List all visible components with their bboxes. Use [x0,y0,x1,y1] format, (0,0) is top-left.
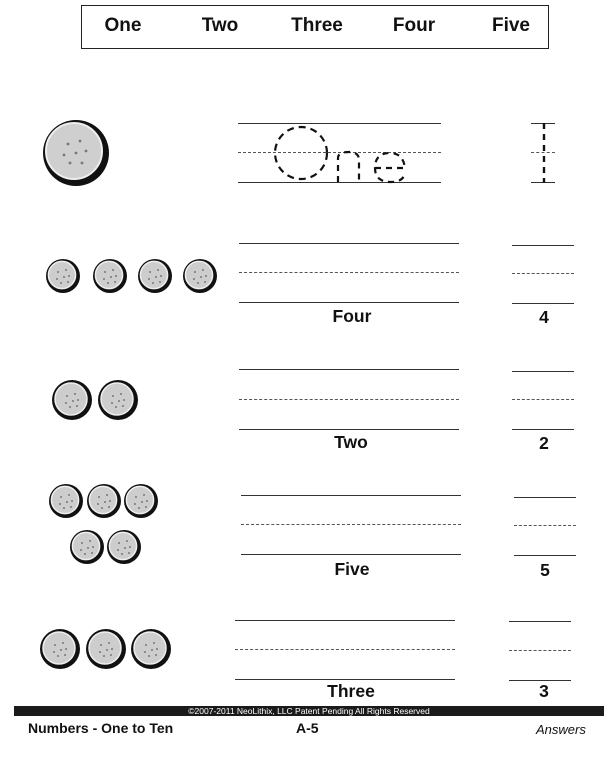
word-bank-item: Two [201,15,239,36]
answer-word: Two [334,432,368,452]
coin-icon [83,626,129,672]
word-bank-item: One [104,15,142,36]
word-bank-item: Five [491,15,531,36]
coin-icon [46,481,86,521]
word-bank-item: Three [291,15,343,36]
answer-word: Three [327,681,375,701]
answer-word: Five [334,559,370,579]
worksheet-title: Numbers - One to Ten [28,720,174,736]
answer-number: 2 [539,433,549,453]
traced-word [238,120,448,186]
answer-number: 3 [539,681,549,701]
coin-icon [84,481,124,521]
coin-icon [37,626,83,672]
coin-icon [104,527,144,567]
copyright-bar: ©2007-2011 NeoLithix, LLC Patent Pending All Rights Reserved [14,706,604,716]
coin-icon [180,256,220,296]
answer-number: 4 [539,307,549,327]
coin-icon [121,481,161,521]
word-bank [81,5,549,49]
coin-icon [40,117,112,189]
answers-label: Answers [536,722,586,737]
coin-icon [49,377,95,423]
coin-icon [90,256,130,296]
coin-icon [135,256,175,296]
page-number: A-5 [296,720,319,736]
traced-number [541,123,549,183]
answer-number: 5 [540,560,550,580]
coin-icon [128,626,174,672]
coin-icon [43,256,83,296]
coin-icon [95,377,141,423]
answer-word: Four [332,306,372,326]
word-bank-item: Four [392,15,436,36]
coin-icon [67,527,107,567]
